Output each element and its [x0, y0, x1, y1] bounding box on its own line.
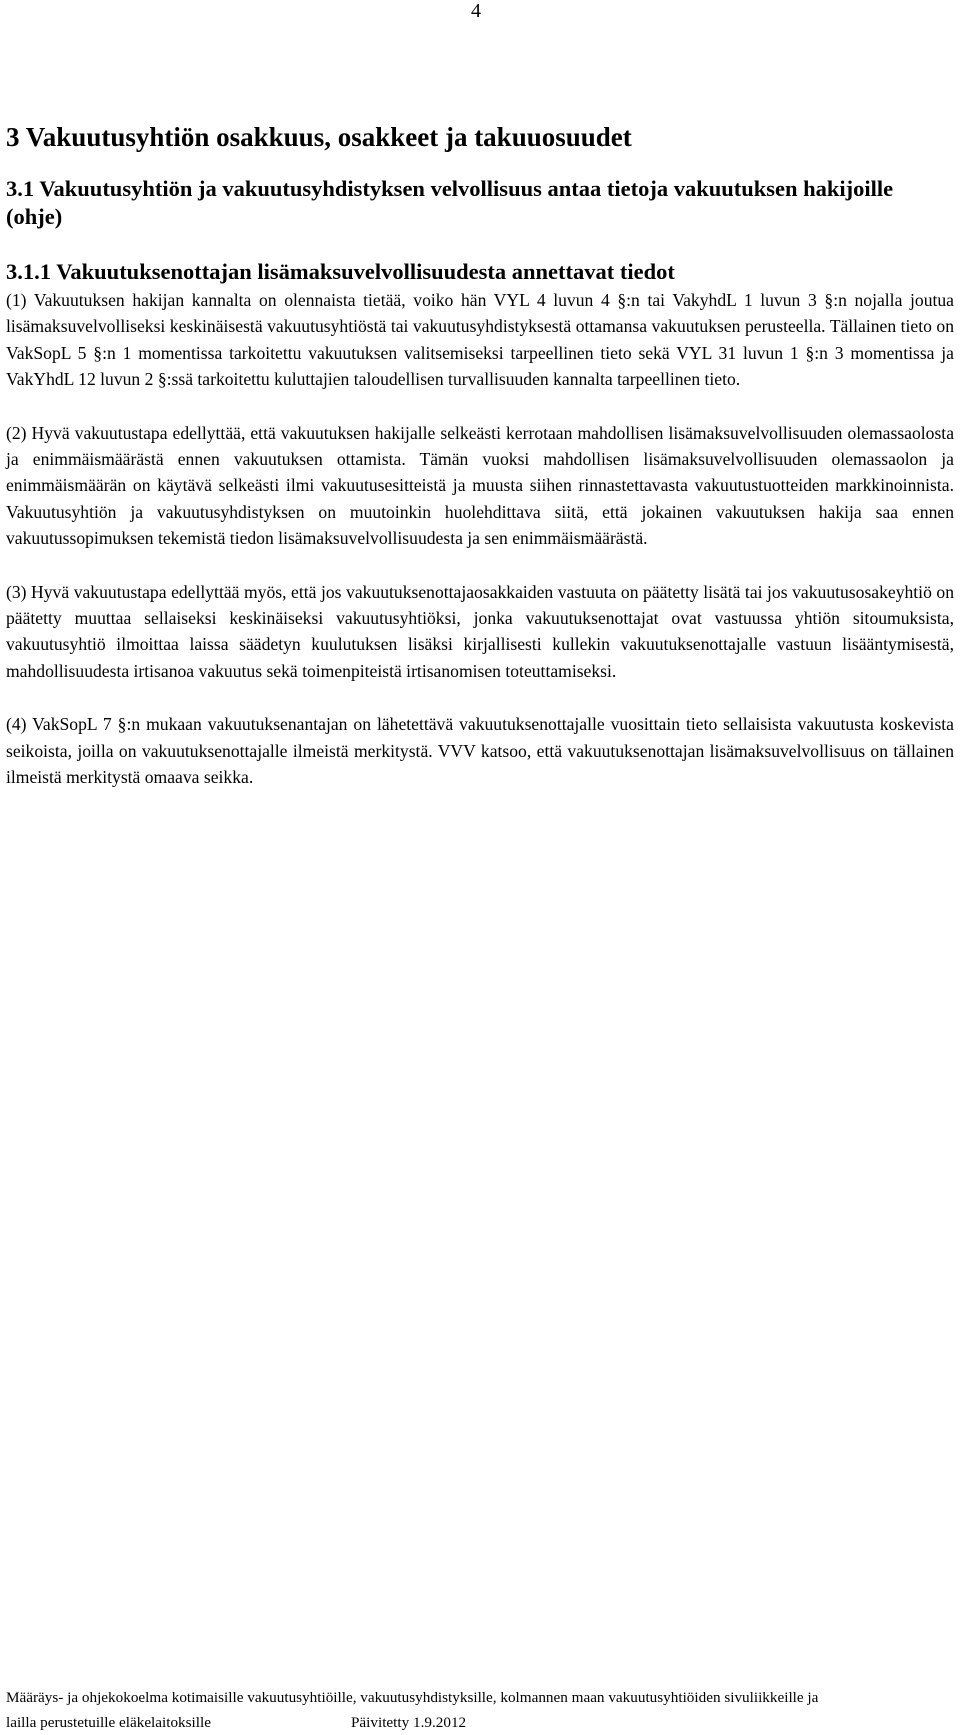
- chapter-heading: 3 Vakuutusyhtiön osakkuus, osakkeet ja takuuosuudet: [6, 122, 632, 152]
- paragraph-4: (4) VakSopL 7 §:n mukaan vakuutuksenantajan on lähetettävä vakuutuksenottajalle vuosittain tieto sellaisista vakuutusta koskevista seikoista, joilla on vakuutuksenottajalle ilmeistä merkitystä. VVV katsoo, että vakuutuksenottajan lisämaksuvelvollisuus on tällainen ilmeistä merkitystä omaava seikka.: [6, 714, 954, 788]
- body-text: [6, 287, 954, 818]
- footer-line-2: [6, 1710, 954, 1735]
- paragraph-3: (3) Hyvä vakuutustapa edellyttää myös, että jos vakuutuksenottajaosakkaiden vastuuta on päätetty lisätä tai jos vakuutusosakeyhtiö on päätetty muuttaa sellaiseksi keskinäiseksi vakuutusyhtiöksi, jonka vakuutuksenottajat ovat vastuussa yhtiön sitoumuksista, vakuutusyhtiö ilmoittaa laissa säädetyn kuulutuksen lisäksi kirjallisesti kullekin vakuutuksenottajalle vastuun lisääntymisestä, mahdollisuudesta irtisanoa vakuutus sekä toimenpiteistä irtisanomisen toteuttamiseksi.: [6, 581, 954, 681]
- paragraph-2: (2) Hyvä vakuutustapa edellyttää, että vakuutuksen hakijalle selkeästi kerrotaan mahdollisen lisämaksuvelvollisuuden olemassaolosta ja enimmäismäärästä ennen vakuutuksen ottamista. Tämän vuoksi mahdollisen lisämaksuvelvollisuuden olemassaolon ja enimmäismäärän on käytävä selkeästi ilmi vakuutusesitteistä ja muusta siihen rinnastettavasta vakuutustuotteiden markkinoinnista. Vakuutusyhtiön ja vakuutusyhdistyksen on muutoinkin huolehdittava siitä, että jokainen vakuutuksen hakija saa ennen vakuutussopimuksen tekemistä tiedon lisämaksuvelvollisuudesta ja sen enimmäismäärästä.: [6, 422, 954, 549]
- footer-line-1: Määräys- ja ohjekokoelma kotimaisille vakuutusyhtiöille, vakuutusyhdistyksille, kolmannen maan vakuutusyhtiöiden sivuliikkeille ja: [6, 1689, 819, 1706]
- footer-updated-date: Päivitetty 1.9.2012: [350, 1714, 467, 1731]
- page-number: 4: [471, 0, 481, 22]
- subsection-heading: 3.1.1 Vakuutuksenottajan lisämaksuvelvollisuudesta annettavat tiedot: [6, 259, 675, 284]
- paragraph-1: (1) Vakuutuksen hakijan kannalta on olennaista tietää, voiko hän VYL 4 luvun 4 §:n tai VakyhdL 1 luvun 3 §:n nojalla joutua lisämaksuvelvolliseksi keskinäisestä vakuutusyhtiöstä tai vakuutusyhdistyksestä ottamansa vakuutuksen perusteella. Tällainen tieto on VakSopL 5 §:n 1 momentissa tarkoitettu vakuutuksen valitsemiseksi tarpeellinen tieto sekä VYL 31 luvun 1 §:n 3 momentissa ja VakYhdL 12 luvun 2 §:ssä tarkoitettu kuluttajien taloudellisen turvallisuuden kannalta tarpeellinen tieto.: [6, 290, 954, 390]
- section-heading: 3.1 Vakuutusyhtiön ja vakuutusyhdistyksen velvollisuus antaa tietoja vakuutuksen hakijoille (ohje): [6, 176, 894, 229]
- footer-institutions: lailla perustetuille eläkelaitoksille: [6, 1714, 211, 1731]
